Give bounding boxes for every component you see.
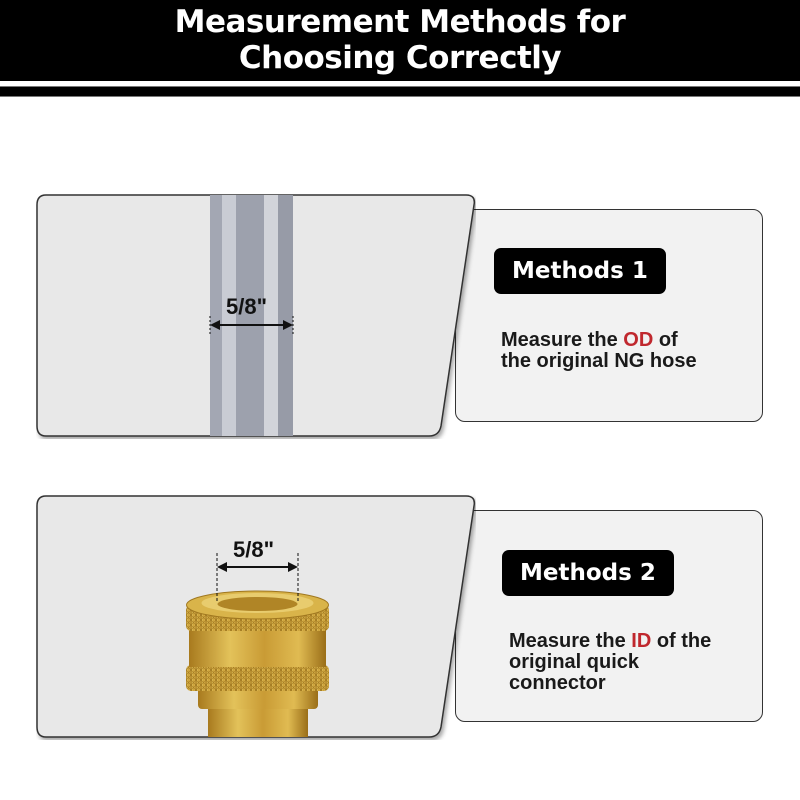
title-line-1: Measurement Methods for [174,4,626,40]
header-divider-stripe [0,86,800,97]
page-header [0,0,800,81]
method-1-badge: Methods 1 [494,248,666,294]
method-2-badge: Methods 2 [502,550,674,596]
title-line-2: Choosing Correctly [238,40,562,76]
desc-text: the original NG hose [501,350,697,372]
connector-image [36,495,476,740]
desc-text: Measure the [501,329,624,351]
method-2-description [509,631,711,694]
method-1-description [501,330,697,372]
id-highlight: ID [631,630,652,652]
method-2-panel [0,495,800,755]
method-1-dimension-label: 5/8" [226,294,268,319]
desc-text: of the [651,630,712,652]
method-2-image-card [36,495,476,738]
desc-text: Measure the [509,630,632,652]
method-2-info-card [455,510,763,722]
desc-text: original quick [509,651,640,673]
desc-text: of [653,329,678,351]
desc-text: connector [509,672,606,694]
od-highlight: OD [623,329,654,351]
method-1-image-card [36,194,476,437]
method-2-dimension-label: 5/8" [233,537,275,562]
method-1-info-card [455,209,763,422]
method-1-panel [0,194,800,454]
